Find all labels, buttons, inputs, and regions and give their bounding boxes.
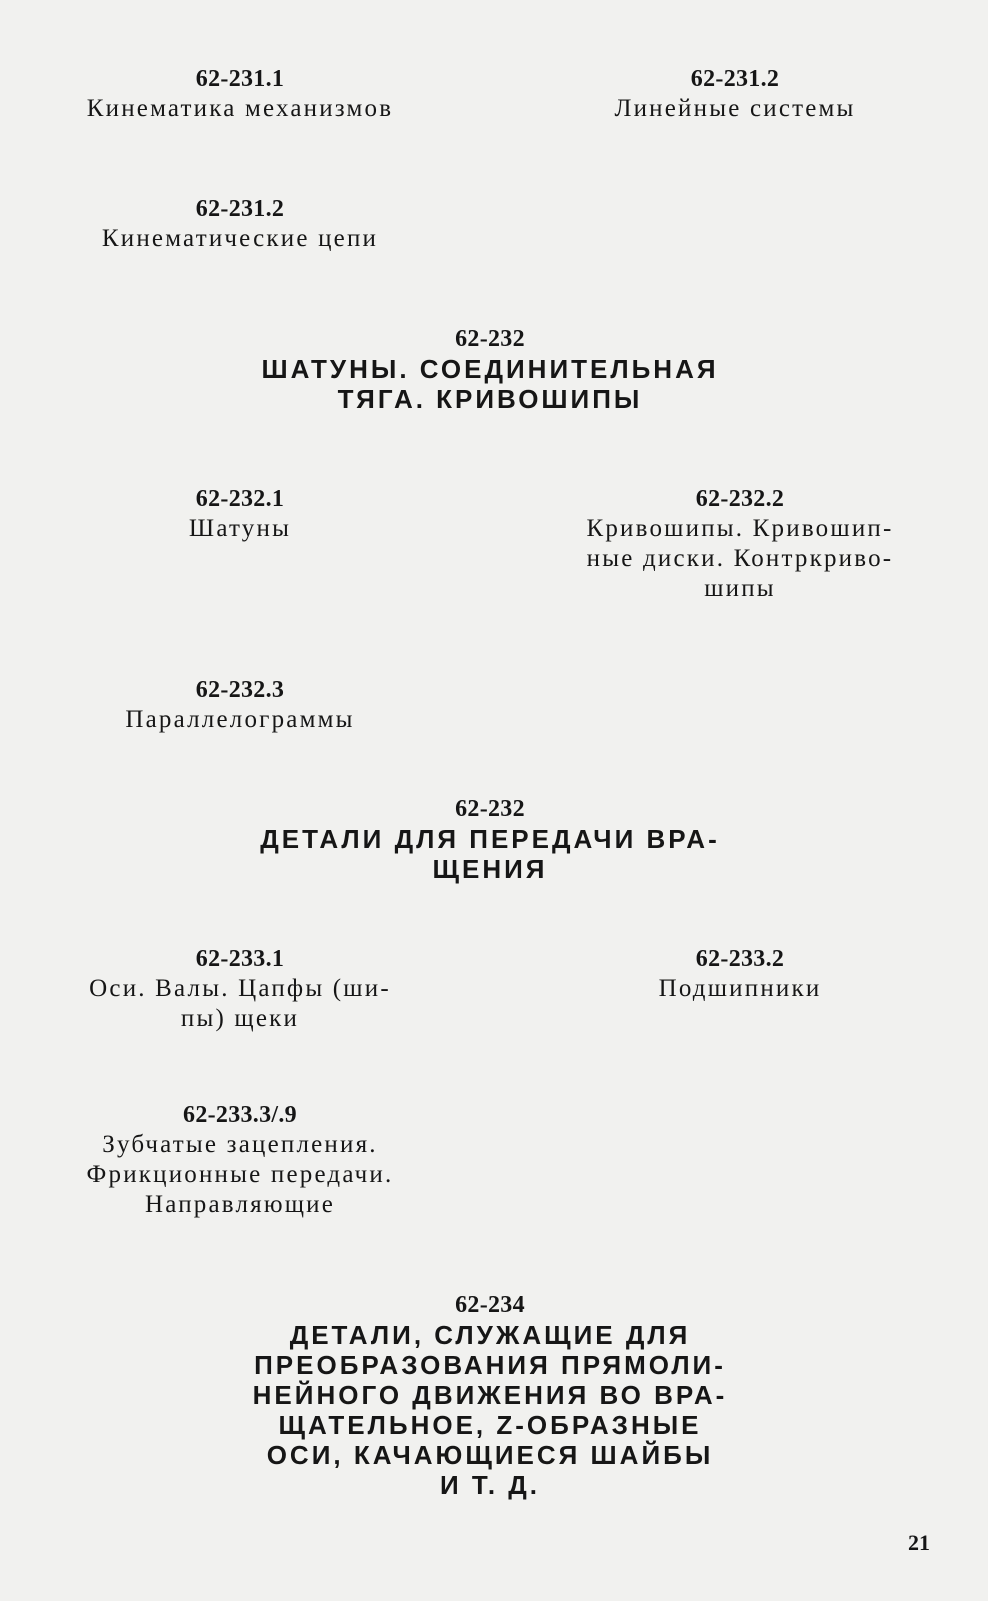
- entry-title-line: Параллелограммы: [125, 706, 355, 733]
- entry-code: 62-233.3/.9: [183, 1102, 297, 1128]
- entry-title: [40, 705, 440, 735]
- entry-title: [40, 514, 440, 544]
- entry-title-line: Кинематика механизмов: [86, 95, 394, 122]
- entry-62-231-1: [40, 64, 440, 124]
- section-title-line: ОСИ, КАЧАЮЩИЕСЯ ШАЙБЫ: [266, 1440, 714, 1470]
- entry-title-line: Фрикционные передачи.: [86, 1161, 394, 1188]
- entry-62-233-1: [40, 944, 440, 1034]
- entry-title: [565, 974, 915, 1004]
- section-title-line: ТЯГА. КРИВОШИПЫ: [337, 384, 643, 414]
- section-title-line: НЕЙНОГО ДВИЖЕНИЯ ВО ВРА-: [252, 1380, 728, 1410]
- page-number: 21: [908, 1530, 930, 1555]
- entry-62-233-3-9: [40, 1100, 440, 1220]
- entry-title-line: Подшипники: [658, 975, 822, 1002]
- section-title-line: ЩЕНИЯ: [432, 854, 548, 884]
- entry-code: 62-233.2: [695, 946, 785, 972]
- entry-code: 62-231.2: [195, 196, 285, 222]
- section-title-line: И Т. Д.: [439, 1470, 541, 1500]
- entry-code: 62-232.1: [195, 486, 285, 512]
- entry-code: 62-231.1: [195, 66, 285, 92]
- entry-62-233-2: [565, 944, 915, 1004]
- section-title: [220, 824, 760, 884]
- entry-title-line: пы) щеки: [180, 1005, 300, 1032]
- section-title-line: ШАТУНЫ. СОЕДИНИТЕЛЬНАЯ: [261, 354, 719, 384]
- entry-title-line: Кривошипы. Кривошип-: [586, 515, 894, 542]
- entry-title-line: Направляющие: [144, 1191, 336, 1218]
- entry-62-231-2-chains: [40, 194, 440, 254]
- entry-title-line: шипы: [704, 575, 776, 602]
- section-title-line: ДЕТАЛИ, СЛУЖАЩИЕ ДЛЯ: [289, 1320, 691, 1350]
- entry-title-line: Зубчатые зацепления.: [102, 1131, 378, 1158]
- entry-title-line: ные диски. Контркриво-: [586, 545, 894, 572]
- entry-title: [40, 224, 440, 254]
- section-title: [220, 1320, 760, 1500]
- entry-title-line: Линейные системы: [614, 95, 856, 122]
- entry-62-232-1: [40, 484, 440, 544]
- entry-title: [555, 514, 925, 604]
- section-title: [220, 354, 760, 414]
- section-code: 62-234: [455, 1292, 525, 1318]
- section-heading-62-234: [220, 1290, 760, 1500]
- entry-title: [40, 94, 440, 124]
- entry-title-line: Кинематические цепи: [101, 225, 379, 252]
- entry-title: [560, 94, 910, 124]
- entry-62-232-3: [40, 675, 440, 735]
- section-heading-62-232-connecting-rods: [220, 324, 760, 414]
- entry-title-line: Шатуны: [188, 515, 292, 542]
- entry-title: [40, 974, 440, 1034]
- section-title-line: ПРЕОБРАЗОВАНИЯ ПРЯМОЛИ-: [254, 1350, 726, 1380]
- section-title-line: ЩАТЕЛЬНОЕ, Z-ОБРАЗНЫЕ: [278, 1410, 702, 1440]
- entry-title: [40, 1130, 440, 1220]
- section-title-line: ДЕТАЛИ ДЛЯ ПЕРЕДАЧИ ВРА-: [260, 824, 720, 854]
- section-code: 62-232: [455, 796, 525, 822]
- section-code: 62-232: [455, 326, 525, 352]
- section-heading-62-232-rotation: [220, 794, 760, 884]
- entry-code: 62-231.2: [690, 66, 780, 92]
- entry-62-231-2-linear: [560, 64, 910, 124]
- entry-title-line: Оси. Валы. Цапфы (ши-: [89, 975, 391, 1002]
- entry-code: 62-232.2: [695, 486, 785, 512]
- entry-62-232-2: [555, 484, 925, 604]
- entry-code: 62-233.1: [195, 946, 285, 972]
- entry-code: 62-232.3: [195, 677, 285, 703]
